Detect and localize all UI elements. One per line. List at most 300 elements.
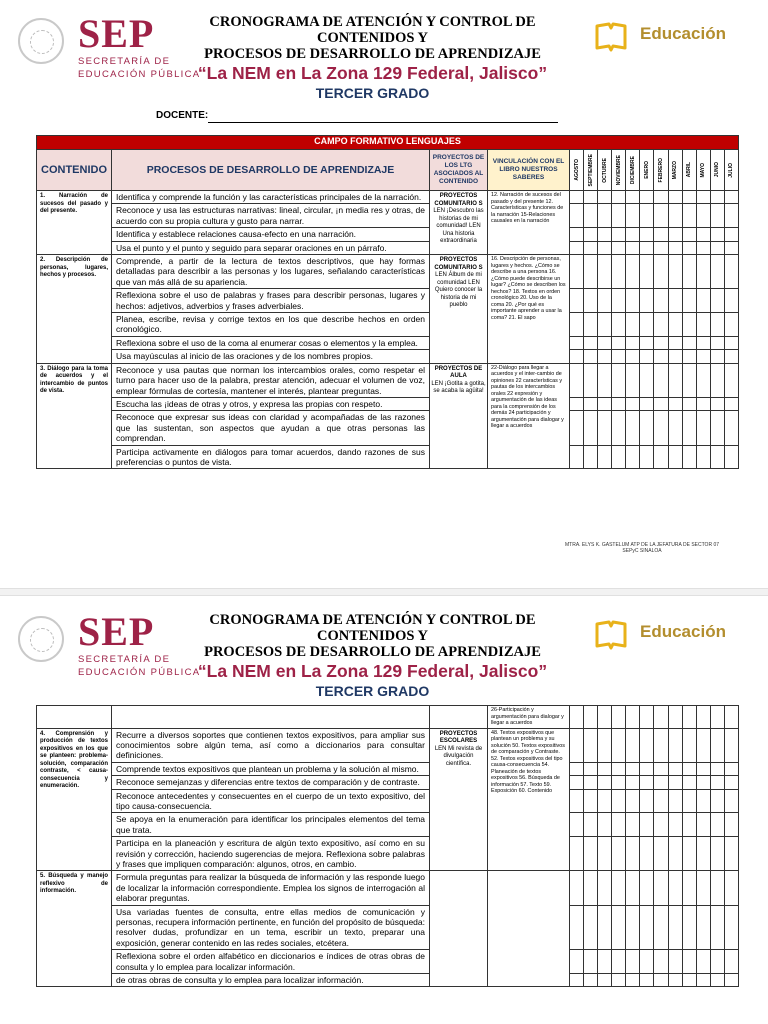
month-check-cell[interactable] <box>626 241 640 254</box>
month-check-cell[interactable] <box>570 228 584 241</box>
month-check-cell[interactable] <box>584 397 598 410</box>
month-check-cell[interactable] <box>654 289 668 313</box>
proceso-cell: Comprende textos expositivos que plantean un problema y la solución al mismo. <box>112 762 430 775</box>
month-check-cell[interactable] <box>640 191 654 204</box>
month-check-cell[interactable] <box>640 397 654 410</box>
month-check-cell[interactable] <box>710 363 724 397</box>
month-check-cell[interactable] <box>724 397 738 410</box>
month-check-cell[interactable] <box>612 191 626 204</box>
table-row <box>37 837 739 871</box>
month-check-cell[interactable] <box>584 350 598 363</box>
month-check-cell[interactable] <box>668 411 682 445</box>
month-check-cell[interactable] <box>584 950 598 974</box>
month-check-cell[interactable] <box>640 706 654 729</box>
month-check-cell[interactable] <box>668 363 682 397</box>
month-check-cell[interactable] <box>584 813 598 837</box>
month-check-cell[interactable] <box>598 762 612 775</box>
month-check-cell[interactable] <box>724 313 738 337</box>
month-check-cell[interactable] <box>682 837 696 871</box>
month-check-cell[interactable] <box>696 776 710 789</box>
month-check-cell[interactable] <box>598 228 612 241</box>
month-check-cell[interactable] <box>668 706 682 729</box>
month-check-cell[interactable] <box>640 363 654 397</box>
month-check-cell[interactable] <box>626 313 640 337</box>
month-check-cell[interactable] <box>612 397 626 410</box>
month-check-cell[interactable] <box>612 837 626 871</box>
month-check-cell[interactable] <box>640 728 654 762</box>
month-check-cell[interactable] <box>696 706 710 729</box>
month-check-cell[interactable] <box>682 445 696 469</box>
month-check-cell[interactable] <box>598 789 612 813</box>
month-check-cell[interactable] <box>598 241 612 254</box>
month-check-cell[interactable] <box>598 950 612 974</box>
month-check-cell[interactable] <box>654 762 668 775</box>
month-check-cell[interactable] <box>626 255 640 289</box>
month-check-cell[interactable] <box>682 313 696 337</box>
month-check-cell[interactable] <box>682 706 696 729</box>
month-check-cell[interactable] <box>612 789 626 813</box>
month-check-cell[interactable] <box>682 241 696 254</box>
month-check-cell[interactable] <box>626 813 640 837</box>
secretaria-line-2: EDUCACIÓN PÚBLICA <box>78 667 201 678</box>
month-check-cell[interactable] <box>710 837 724 871</box>
month-check-cell[interactable] <box>682 871 696 905</box>
month-check-cell[interactable] <box>696 397 710 410</box>
month-check-cell[interactable] <box>724 950 738 974</box>
month-check-cell[interactable] <box>724 363 738 397</box>
month-check-cell[interactable] <box>724 706 738 729</box>
month-check-cell[interactable] <box>682 762 696 775</box>
month-check-cell[interactable] <box>584 241 598 254</box>
month-check-cell[interactable] <box>570 255 584 289</box>
month-check-cell[interactable] <box>612 905 626 950</box>
month-check-cell[interactable] <box>570 813 584 837</box>
month-check-cell[interactable] <box>668 445 682 469</box>
month-check-cell[interactable] <box>612 336 626 349</box>
month-check-cell[interactable] <box>682 228 696 241</box>
month-check-cell[interactable] <box>640 974 654 987</box>
month-check-cell[interactable] <box>640 289 654 313</box>
month-check-cell[interactable] <box>584 228 598 241</box>
month-check-cell[interactable] <box>598 350 612 363</box>
month-check-cell[interactable] <box>654 974 668 987</box>
month-check-cell[interactable] <box>668 762 682 775</box>
month-check-cell[interactable] <box>668 336 682 349</box>
month-check-cell[interactable] <box>598 191 612 204</box>
month-check-cell[interactable] <box>654 789 668 813</box>
month-check-cell[interactable] <box>668 313 682 337</box>
month-check-cell[interactable] <box>570 789 584 813</box>
month-check-cell[interactable] <box>682 813 696 837</box>
month-check-cell[interactable] <box>612 950 626 974</box>
month-check-cell[interactable] <box>668 837 682 871</box>
month-check-cell[interactable] <box>696 350 710 363</box>
proyecto-cell <box>430 255 488 364</box>
month-check-cell[interactable] <box>598 397 612 410</box>
month-check-cell[interactable] <box>724 974 738 987</box>
month-check-cell[interactable] <box>724 255 738 289</box>
month-check-cell[interactable] <box>682 411 696 445</box>
month-check-cell[interactable] <box>584 411 598 445</box>
month-check-cell[interactable] <box>696 336 710 349</box>
month-check-cell[interactable] <box>682 974 696 987</box>
month-check-cell[interactable] <box>640 789 654 813</box>
month-check-cell[interactable] <box>612 411 626 445</box>
month-check-cell[interactable] <box>612 445 626 469</box>
month-check-cell[interactable] <box>682 289 696 313</box>
month-check-cell[interactable] <box>626 762 640 775</box>
month-check-cell[interactable] <box>626 228 640 241</box>
month-check-cell[interactable] <box>724 445 738 469</box>
month-check-cell[interactable] <box>668 204 682 228</box>
month-check-cell[interactable] <box>710 905 724 950</box>
month-check-cell[interactable] <box>626 336 640 349</box>
month-header <box>584 150 598 191</box>
month-check-cell[interactable] <box>696 363 710 397</box>
month-check-cell[interactable] <box>668 728 682 762</box>
month-check-cell[interactable] <box>696 289 710 313</box>
month-check-cell[interactable] <box>570 445 584 469</box>
month-check-cell[interactable] <box>724 289 738 313</box>
month-check-cell[interactable] <box>584 336 598 349</box>
month-check-cell[interactable] <box>710 728 724 762</box>
month-check-cell[interactable] <box>584 789 598 813</box>
month-check-cell[interactable] <box>668 289 682 313</box>
month-check-cell[interactable] <box>570 191 584 204</box>
month-check-cell[interactable] <box>570 350 584 363</box>
month-check-cell[interactable] <box>696 974 710 987</box>
month-check-cell[interactable] <box>612 776 626 789</box>
month-check-cell[interactable] <box>640 445 654 469</box>
month-check-cell[interactable] <box>570 706 584 729</box>
month-check-cell[interactable] <box>710 228 724 241</box>
month-check-cell[interactable] <box>654 706 668 729</box>
month-check-cell[interactable] <box>724 241 738 254</box>
month-check-cell[interactable] <box>710 191 724 204</box>
month-check-cell[interactable] <box>668 191 682 204</box>
month-check-cell[interactable] <box>724 728 738 762</box>
month-check-cell[interactable] <box>598 336 612 349</box>
month-check-cell[interactable] <box>640 905 654 950</box>
month-check-cell[interactable] <box>626 789 640 813</box>
month-check-cell[interactable] <box>682 350 696 363</box>
month-check-cell[interactable] <box>710 397 724 410</box>
month-check-cell[interactable] <box>570 762 584 775</box>
month-check-cell[interactable] <box>654 228 668 241</box>
month-check-cell[interactable] <box>654 871 668 905</box>
month-check-cell[interactable] <box>654 191 668 204</box>
month-check-cell[interactable] <box>598 813 612 837</box>
month-check-cell[interactable] <box>710 776 724 789</box>
month-check-cell[interactable] <box>612 363 626 397</box>
month-check-cell[interactable] <box>654 255 668 289</box>
month-header <box>682 150 696 191</box>
month-check-cell[interactable] <box>682 950 696 974</box>
month-check-cell[interactable] <box>696 950 710 974</box>
month-check-cell[interactable] <box>612 255 626 289</box>
month-check-cell[interactable] <box>598 776 612 789</box>
month-check-cell[interactable] <box>598 728 612 762</box>
month-check-cell[interactable] <box>612 871 626 905</box>
month-check-cell[interactable] <box>710 241 724 254</box>
month-check-cell[interactable] <box>696 813 710 837</box>
month-check-cell[interactable] <box>724 776 738 789</box>
month-check-cell[interactable] <box>654 350 668 363</box>
month-check-cell[interactable] <box>570 241 584 254</box>
month-check-cell[interactable] <box>668 789 682 813</box>
month-check-cell[interactable] <box>710 974 724 987</box>
month-check-cell[interactable] <box>724 204 738 228</box>
month-check-cell[interactable] <box>626 728 640 762</box>
month-check-cell[interactable] <box>612 313 626 337</box>
month-check-cell[interactable] <box>598 445 612 469</box>
month-check-cell[interactable] <box>640 255 654 289</box>
month-check-cell[interactable] <box>584 445 598 469</box>
month-check-cell[interactable] <box>654 204 668 228</box>
month-check-cell[interactable] <box>710 950 724 974</box>
month-check-cell[interactable] <box>696 905 710 950</box>
month-check-cell[interactable] <box>710 336 724 349</box>
month-check-cell[interactable] <box>626 363 640 397</box>
month-check-cell[interactable] <box>584 728 598 762</box>
month-check-cell[interactable] <box>724 228 738 241</box>
month-check-cell[interactable] <box>696 728 710 762</box>
month-check-cell[interactable] <box>612 706 626 729</box>
vinculacion-cell: 12. Narración de sucesos del pasado y del presente 12. Características y funciones de la narración 15-Relaciones causales en la narración <box>488 191 570 255</box>
month-check-cell[interactable] <box>612 204 626 228</box>
month-check-cell[interactable] <box>598 706 612 729</box>
month-check-cell[interactable] <box>724 789 738 813</box>
month-check-cell[interactable] <box>654 950 668 974</box>
month-check-cell[interactable] <box>724 336 738 349</box>
month-check-cell[interactable] <box>584 313 598 337</box>
month-check-cell[interactable] <box>682 789 696 813</box>
month-check-cell[interactable] <box>570 837 584 871</box>
month-check-cell[interactable] <box>612 241 626 254</box>
month-check-cell[interactable] <box>598 905 612 950</box>
month-check-cell[interactable] <box>640 837 654 871</box>
month-check-cell[interactable] <box>654 336 668 349</box>
month-check-cell[interactable] <box>570 336 584 349</box>
month-check-cell[interactable] <box>626 776 640 789</box>
month-check-cell[interactable] <box>612 762 626 775</box>
month-check-cell[interactable] <box>668 974 682 987</box>
month-check-cell[interactable] <box>696 789 710 813</box>
month-check-cell[interactable] <box>570 974 584 987</box>
month-check-cell[interactable] <box>626 974 640 987</box>
month-check-cell[interactable] <box>584 363 598 397</box>
month-check-cell[interactable] <box>598 837 612 871</box>
month-check-cell[interactable] <box>696 837 710 871</box>
month-check-cell[interactable] <box>696 313 710 337</box>
month-check-cell[interactable] <box>640 336 654 349</box>
month-check-cell[interactable] <box>612 228 626 241</box>
month-check-cell[interactable] <box>654 313 668 337</box>
month-check-cell[interactable] <box>668 255 682 289</box>
month-check-cell[interactable] <box>654 728 668 762</box>
month-check-cell[interactable] <box>668 905 682 950</box>
month-check-cell[interactable] <box>570 397 584 410</box>
month-check-cell[interactable] <box>710 255 724 289</box>
month-check-cell[interactable] <box>682 776 696 789</box>
month-check-cell[interactable] <box>710 445 724 469</box>
month-check-cell[interactable] <box>584 255 598 289</box>
month-check-cell[interactable] <box>654 813 668 837</box>
month-check-cell[interactable] <box>710 762 724 775</box>
month-check-cell[interactable] <box>640 950 654 974</box>
month-check-cell[interactable] <box>584 837 598 871</box>
month-check-cell[interactable] <box>598 871 612 905</box>
month-check-cell[interactable] <box>682 728 696 762</box>
month-check-cell[interactable] <box>584 204 598 228</box>
month-check-cell[interactable] <box>584 776 598 789</box>
month-check-cell[interactable] <box>724 905 738 950</box>
month-check-cell[interactable] <box>724 191 738 204</box>
month-check-cell[interactable] <box>696 228 710 241</box>
month-check-cell[interactable] <box>696 871 710 905</box>
month-check-cell[interactable] <box>570 905 584 950</box>
title-line-2: PROCESOS DE DESARROLLO DE APRENDIZAJE <box>204 644 541 660</box>
month-check-cell[interactable] <box>696 411 710 445</box>
month-check-cell[interactable] <box>640 871 654 905</box>
month-check-cell[interactable] <box>668 776 682 789</box>
month-check-cell[interactable] <box>710 350 724 363</box>
month-check-cell[interactable] <box>598 313 612 337</box>
month-check-cell[interactable] <box>710 204 724 228</box>
month-check-cell[interactable] <box>724 837 738 871</box>
month-check-cell[interactable] <box>668 350 682 363</box>
contenido-cell: 5. Búsqueda y manejo reflexivo de información. <box>37 871 112 987</box>
month-check-cell[interactable] <box>626 191 640 204</box>
month-check-cell[interactable] <box>570 204 584 228</box>
month-check-cell[interactable] <box>626 905 640 950</box>
month-check-cell[interactable] <box>710 411 724 445</box>
month-check-cell[interactable] <box>626 350 640 363</box>
month-check-cell[interactable] <box>626 204 640 228</box>
month-check-cell[interactable] <box>640 228 654 241</box>
month-check-cell[interactable] <box>710 813 724 837</box>
month-check-cell[interactable] <box>710 289 724 313</box>
month-check-cell[interactable] <box>626 397 640 410</box>
month-check-cell[interactable] <box>654 363 668 397</box>
month-check-cell[interactable] <box>584 762 598 775</box>
mexico-seal-icon <box>18 18 64 64</box>
month-check-cell[interactable] <box>626 445 640 469</box>
month-check-cell[interactable] <box>668 397 682 410</box>
month-check-cell[interactable] <box>640 411 654 445</box>
month-check-cell[interactable] <box>682 905 696 950</box>
month-check-cell[interactable] <box>570 871 584 905</box>
month-check-cell[interactable] <box>598 289 612 313</box>
docente-field[interactable] <box>208 122 558 123</box>
month-check-cell[interactable] <box>654 241 668 254</box>
month-check-cell[interactable] <box>640 813 654 837</box>
month-check-cell[interactable] <box>570 363 584 397</box>
month-check-cell[interactable] <box>682 363 696 397</box>
month-check-cell[interactable] <box>710 871 724 905</box>
month-check-cell[interactable] <box>626 411 640 445</box>
month-check-cell[interactable] <box>696 762 710 775</box>
month-check-cell[interactable] <box>682 336 696 349</box>
month-check-cell[interactable] <box>696 204 710 228</box>
month-check-cell[interactable] <box>612 289 626 313</box>
month-check-cell[interactable] <box>570 776 584 789</box>
month-check-cell[interactable] <box>570 289 584 313</box>
month-check-cell[interactable] <box>612 974 626 987</box>
month-check-cell[interactable] <box>724 871 738 905</box>
month-check-cell[interactable] <box>710 313 724 337</box>
month-check-cell[interactable] <box>696 191 710 204</box>
month-check-cell[interactable] <box>668 950 682 974</box>
month-check-cell[interactable] <box>570 728 584 762</box>
month-check-cell[interactable] <box>584 974 598 987</box>
month-check-cell[interactable] <box>640 776 654 789</box>
month-check-cell[interactable] <box>640 313 654 337</box>
month-check-cell[interactable] <box>584 706 598 729</box>
month-check-cell[interactable] <box>710 706 724 729</box>
month-check-cell[interactable] <box>626 871 640 905</box>
month-check-cell[interactable] <box>724 411 738 445</box>
month-check-cell[interactable] <box>654 411 668 445</box>
month-check-cell[interactable] <box>682 191 696 204</box>
month-check-cell[interactable] <box>640 241 654 254</box>
month-check-cell[interactable] <box>668 871 682 905</box>
month-check-cell[interactable] <box>584 289 598 313</box>
month-check-cell[interactable] <box>570 411 584 445</box>
month-check-cell[interactable] <box>682 397 696 410</box>
month-check-cell[interactable] <box>640 204 654 228</box>
month-check-cell[interactable] <box>682 255 696 289</box>
month-check-cell[interactable] <box>668 241 682 254</box>
month-check-cell[interactable] <box>584 191 598 204</box>
month-check-cell[interactable] <box>682 204 696 228</box>
month-check-cell[interactable] <box>612 728 626 762</box>
month-check-cell[interactable] <box>598 411 612 445</box>
month-check-cell[interactable] <box>612 813 626 837</box>
month-check-cell[interactable] <box>696 445 710 469</box>
month-check-cell[interactable] <box>654 837 668 871</box>
month-check-cell[interactable] <box>668 813 682 837</box>
month-check-cell[interactable] <box>724 762 738 775</box>
month-check-cell[interactable] <box>570 313 584 337</box>
month-check-cell[interactable] <box>654 905 668 950</box>
month-check-cell[interactable] <box>724 813 738 837</box>
month-check-cell[interactable] <box>668 228 682 241</box>
month-check-cell[interactable] <box>626 289 640 313</box>
month-check-cell[interactable] <box>570 950 584 974</box>
month-check-cell[interactable] <box>612 350 626 363</box>
month-check-cell[interactable] <box>654 776 668 789</box>
month-check-cell[interactable] <box>710 789 724 813</box>
month-check-cell[interactable] <box>654 445 668 469</box>
month-check-cell[interactable] <box>626 837 640 871</box>
month-check-cell[interactable] <box>654 397 668 410</box>
month-check-cell[interactable] <box>598 974 612 987</box>
month-check-cell[interactable] <box>626 950 640 974</box>
month-check-cell[interactable] <box>696 241 710 254</box>
month-check-cell[interactable] <box>640 350 654 363</box>
month-check-cell[interactable] <box>584 871 598 905</box>
month-check-cell[interactable] <box>696 255 710 289</box>
month-check-cell[interactable] <box>640 762 654 775</box>
month-check-cell[interactable] <box>598 363 612 397</box>
month-check-cell[interactable] <box>584 905 598 950</box>
month-check-cell[interactable] <box>626 706 640 729</box>
month-check-cell[interactable] <box>724 350 738 363</box>
month-check-cell[interactable] <box>598 255 612 289</box>
month-check-cell[interactable] <box>598 204 612 228</box>
proceso-cell: Reconoce y usa las estructuras narrativas: lineal, circular, ¡n media res y otras, de acuerdo con su propia cultura y gusto para narrar. <box>112 204 430 228</box>
